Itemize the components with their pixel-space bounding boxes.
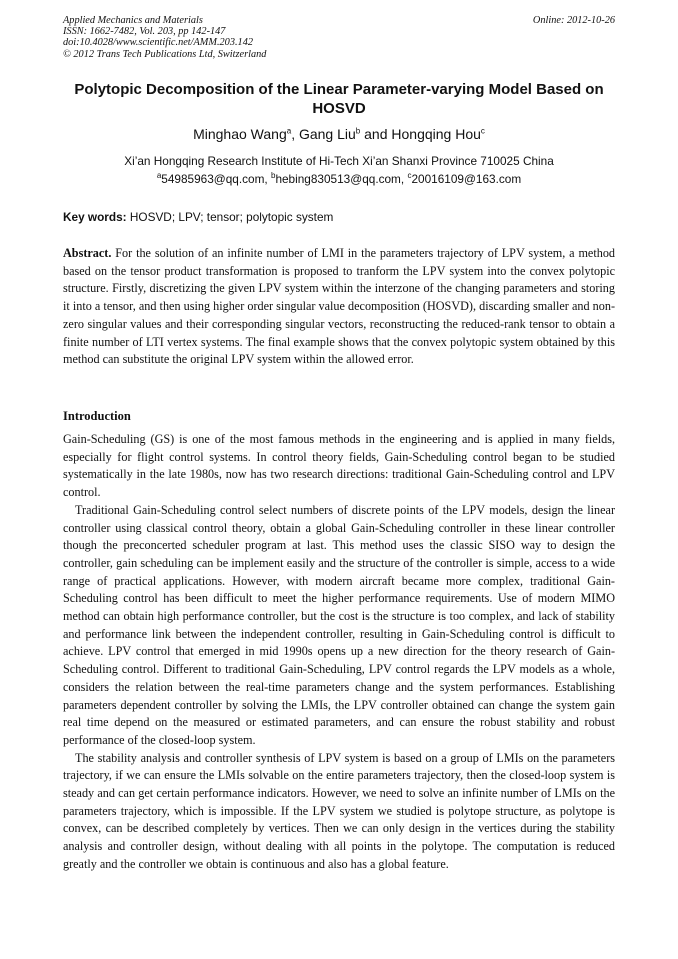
email-mark: b xyxy=(270,171,276,181)
paragraph: Traditional Gain-Scheduling control select numbers of discrete points of the LPV models, design the linear controller using classical control theory, obtain a global Gain-Scheduling controller in these linear controller though the preconcerted scheduler program at last. This method uses the classic SISO way to design the controller, gain scheduling can be implement easily and the structure of the controller is simple, access to a wide range of practical applications. However, with modern aircraft became more complex, traditional Gain-Scheduling control has been difficult to meet the higher performance requirements. Use of modern MIMO method can obtain high performance controller, but the cost is the structure is too complex, and lack of stability and performance link between the independent controller, resulting in Gain-Scheduling control is difficult to achieve. LPV control that emerged in mid 1990s opens up a new direction for the theory research of Gain-Scheduling control. Different to traditional Gain-Scheduling, LPV control regards the LPV models as a whole, considers the relation between the real-time parameters change and the system performances. Establishing parameters dependent controller by solving the LMIs, the LPV controller obtained can change the system gain real time depend on the measured or estimated parameters, and can ensure the robust stability and robust performance of the closed-loop system. xyxy=(63,502,615,747)
keywords xyxy=(63,210,615,225)
abstract-text: For the solution of an infinite number of LMI in the parameters trajectory of LPV system, a method based on the tensor product transformation is proposed to tranform the LPV system into the convex polytopic structure. Firstly, discretizing the given LPV system within the interzone of the changing parameters and storing it into a tensor, and then using higher order singular value decomposition (HOSVD), discarding smaller and non-zero singular values and their corresponding singular vectors, reconstructing the reduced-rank tensor to obtain a finite number of LTI vertex systems. The final example shows that the convex polytopic system obtained by this method can substitute the original LPV system within the allowed error. xyxy=(63,246,616,367)
email-separator: , xyxy=(400,172,408,186)
email-address: 54985963@qq.com xyxy=(161,172,265,186)
keywords-label: Key words: xyxy=(63,210,127,224)
section-heading-introduction: Introduction xyxy=(63,409,131,423)
paragraph: Gain-Scheduling (GS) is one of the most famous methods in the engineering and is applied in many fields, especially for flight control systems. In control theory fields, Gain-Scheduling control began to be studied systematically in the late 1980s, now has two research directions: traditional Gain-Scheduling control and LPV control. xyxy=(63,432,615,500)
introduction-body xyxy=(63,431,615,874)
author-name: Hongqing Hou xyxy=(391,126,481,142)
issn-line: ISSN: 1662-7482, Vol. 203, pp 142-147 xyxy=(63,26,226,38)
author-separator: and xyxy=(360,126,392,142)
author-separator: , xyxy=(291,126,299,142)
author-mark: a xyxy=(286,126,292,136)
online-date: Online: 2012-10-26 xyxy=(532,15,615,26)
author-list xyxy=(60,126,618,143)
abstract-label: Abstract. xyxy=(63,246,112,260)
email-separator: , xyxy=(264,172,271,186)
abstract xyxy=(63,245,615,369)
keywords-text: HOSVD; LPV; tensor; polytopic system xyxy=(129,210,334,224)
author-name: Minghao Wang xyxy=(193,126,287,142)
email-mark: c xyxy=(407,171,412,181)
paper-title: Polytopic Decomposition of the Linear Parameter-varying Model Based on HOSVD xyxy=(74,81,604,117)
publication-header xyxy=(63,15,615,60)
affiliation: Xi’an Hongqing Research Institute of Hi-Tech Xi’an Shanxi Province 710025 China xyxy=(124,154,554,168)
email-mark: a xyxy=(156,171,162,181)
email-address: 20016109@163.com xyxy=(411,172,522,186)
author-name: Gang Liu xyxy=(298,126,356,142)
email-address: hebing830513@qq.com xyxy=(275,172,401,186)
doi-line: doi:10.4028/www.scientific.net/AMM.203.142 xyxy=(63,37,253,49)
paragraph: The stability analysis and controller synthesis of LPV system is based on a group of LMIs on the parameters trajectory, if we can ensure the LMIs solvable on the entire parameters trajectory, then the closed-loop system is steady and can get certain performance indicators. However, we need to solve an infinite number of LMIs on the parameters trajectory, which is impossible. If the LPV system we studied is polytope structure, as polytope is convex, can be described completely by vertices. Then we can only design in the vertices during the stability analysis and controller design, without dealing with all points in the polytope. The computation is reduced greatly and the controller we obtain is continuous and also has a global feature. xyxy=(63,750,615,871)
author-mark: b xyxy=(355,126,361,136)
author-mark: c xyxy=(480,126,485,136)
email-list xyxy=(60,172,618,187)
journal-name: Applied Mechanics and Materials xyxy=(63,15,203,26)
copyright-line: © 2012 Trans Tech Publications Ltd, Switzerland xyxy=(63,48,267,60)
